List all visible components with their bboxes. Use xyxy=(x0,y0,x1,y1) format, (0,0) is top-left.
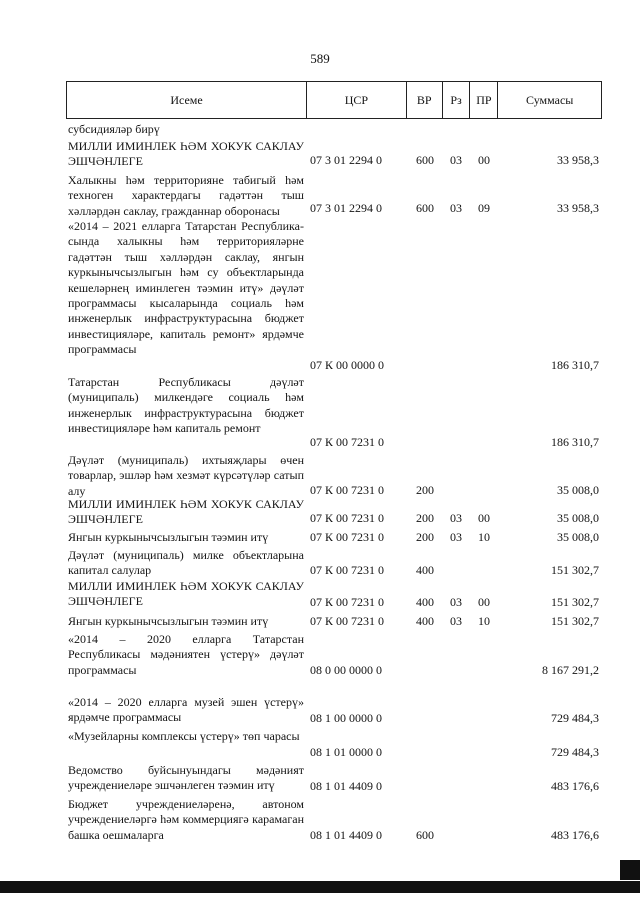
row-csr: 07 К 00 7231 0 xyxy=(310,435,385,449)
row-rz: 03 xyxy=(450,153,462,167)
scan-corner-mark xyxy=(620,860,640,880)
row-name: Бюджет учреждениеләренә, автоном учреждениеләргә һәм коммерциягә карамаган башка оешмаларга xyxy=(68,797,304,842)
row-sum: 729 484,3 xyxy=(551,745,599,759)
row-sum: 483 176,6 xyxy=(551,779,599,793)
row-csr: 07 К 00 7231 0 xyxy=(310,563,385,577)
row-sum: 33 958,3 xyxy=(557,153,599,167)
row-rz: 03 xyxy=(450,614,462,628)
row-sum: 483 176,6 xyxy=(551,828,599,842)
row-name: «2014 – 2021 елларга Татарстан Республика-сында халыкны һәм территорияләрне гадәттән тыш хәлләрдән саклау, янгын куркынычсызлыгын һәм су объектларында кешеләрнең иминлеген тәэмин итү» дәүләт программасы кысаларында социаль һәм инженерлык инфраструктурасына бюджет инвестицияләре, капиталь ремонт» ярдәмче программасы xyxy=(68,219,304,357)
row-sum: 729 484,3 xyxy=(551,711,599,725)
row-pr: 00 xyxy=(478,153,490,167)
row-name: Ведомство буйсынуындагы мәдәният учреждениеләре эшчәнлеген тәэмин итү xyxy=(68,763,304,793)
row-name: МИЛЛИ ИМИНЛЕК ҺӘМ ХОКУК САКЛАУ ЭШЧӘНЛЕГЕ xyxy=(68,579,304,609)
row-rz: 03 xyxy=(450,201,462,215)
row-csr: 07 3 01 2294 0 xyxy=(310,201,382,215)
row-name: Янгын куркынычсызлыгын тәэмин итү xyxy=(68,530,269,544)
row-sum: 186 310,7 xyxy=(551,358,599,372)
row-name: «2014 – 2020 елларга Татарстан Республикасы мәдәниятен үстерү» дәүләт программасы xyxy=(68,632,304,677)
row-rz: 03 xyxy=(450,530,462,544)
row-csr: 07 К 00 7231 0 xyxy=(310,530,385,544)
header-name: Исеме xyxy=(170,92,203,107)
row-name: МИЛЛИ ИМИНЛЕК ҺӘМ ХОКУК САКЛАУ ЭШЧӘНЛЕГЕ xyxy=(68,497,304,527)
row-name: Татарстан Республикасы дәүләт (муниципаль) милкендәге социаль һәм инженерлык инфраструктурасына бюджет инвестицияләре һәм капиталь ремонт xyxy=(68,375,304,436)
row-sum: 151 302,7 xyxy=(551,614,599,628)
row-sum: 8 167 291,2 xyxy=(542,663,599,677)
row-name: Дәүләт (муниципаль) ихтыяҗлары өчен товарлар, эшләр һәм хезмәт күрсәтүләр сатып алу xyxy=(68,453,304,498)
row-vr: 200 xyxy=(416,511,434,525)
row-csr: 07 К 00 7231 0 xyxy=(310,595,385,609)
row-csr: 08 1 00 0000 0 xyxy=(310,711,382,725)
row-sum: 186 310,7 xyxy=(551,435,599,449)
row-name: МИЛЛИ ИМИНЛЕК ҺӘМ ХОКУК САКЛАУ ЭШЧӘНЛЕГЕ xyxy=(68,139,304,169)
row-pr: 00 xyxy=(478,595,490,609)
row-pr: 10 xyxy=(478,530,490,544)
row-pr: 09 xyxy=(478,201,490,215)
row-vr: 200 xyxy=(416,483,434,497)
row-csr: 07 К 00 7231 0 xyxy=(310,511,385,525)
row-vr: 200 xyxy=(416,530,434,544)
row-vr: 600 xyxy=(416,828,434,842)
row-csr: 07 3 01 2294 0 xyxy=(310,153,382,167)
row-vr: 400 xyxy=(416,563,434,577)
row-vr: 600 xyxy=(416,153,434,167)
table-header xyxy=(66,81,602,119)
row-sum: 35 008,0 xyxy=(557,530,599,544)
row-sum: 35 008,0 xyxy=(557,511,599,525)
row-csr: 08 1 01 4409 0 xyxy=(310,828,382,842)
row-csr: 07 К 00 7231 0 xyxy=(310,614,385,628)
row-pr: 00 xyxy=(478,511,490,525)
header-csr: ЦСР xyxy=(306,82,406,118)
row-name: Дәүләт (муниципаль) милке объектларына капитал салулар xyxy=(68,548,304,578)
page-number: 589 xyxy=(310,51,330,66)
row-sum: 151 302,7 xyxy=(551,595,599,609)
row-sum: 151 302,7 xyxy=(551,563,599,577)
row-name: «Музейларны комплексы үстерү» төп чарасы xyxy=(68,729,300,743)
row-name: Янгын куркынычсызлыгын тәэмин итү xyxy=(68,614,269,628)
row-sum: 35 008,0 xyxy=(557,483,599,497)
row-name: субсидияләр бирү xyxy=(68,122,160,136)
row-rz: 03 xyxy=(450,511,462,525)
row-csr: 07 К 00 7231 0 xyxy=(310,483,385,497)
row-name: Халыкны һәм территорияне табигый һәм техноген характердагы гадәттән тыш хәлләрдән саклау, гражданнар оборонасы xyxy=(68,173,304,218)
budget-table xyxy=(66,81,602,842)
header-sum: Суммасы xyxy=(497,82,601,118)
row-csr: 08 1 01 4409 0 xyxy=(310,779,382,793)
row-rz: 03 xyxy=(450,595,462,609)
row-csr: 08 0 00 0000 0 xyxy=(310,663,382,677)
row-csr: 08 1 01 0000 0 xyxy=(310,745,382,759)
row-vr: 400 xyxy=(416,595,434,609)
row-name: «2014 – 2020 елларга музей эшен үстерү» ярдәмче программасы xyxy=(68,695,304,725)
header-vr: ВР xyxy=(406,82,442,118)
header-pr: ПР xyxy=(469,82,497,118)
row-vr: 600 xyxy=(416,201,434,215)
row-sum: 33 958,3 xyxy=(557,201,599,215)
row-pr: 10 xyxy=(478,614,490,628)
row-csr: 07 К 00 0000 0 xyxy=(310,358,385,372)
header-rz: Рз xyxy=(442,82,470,118)
row-vr: 400 xyxy=(416,614,434,628)
scan-edge-bar xyxy=(0,881,640,893)
